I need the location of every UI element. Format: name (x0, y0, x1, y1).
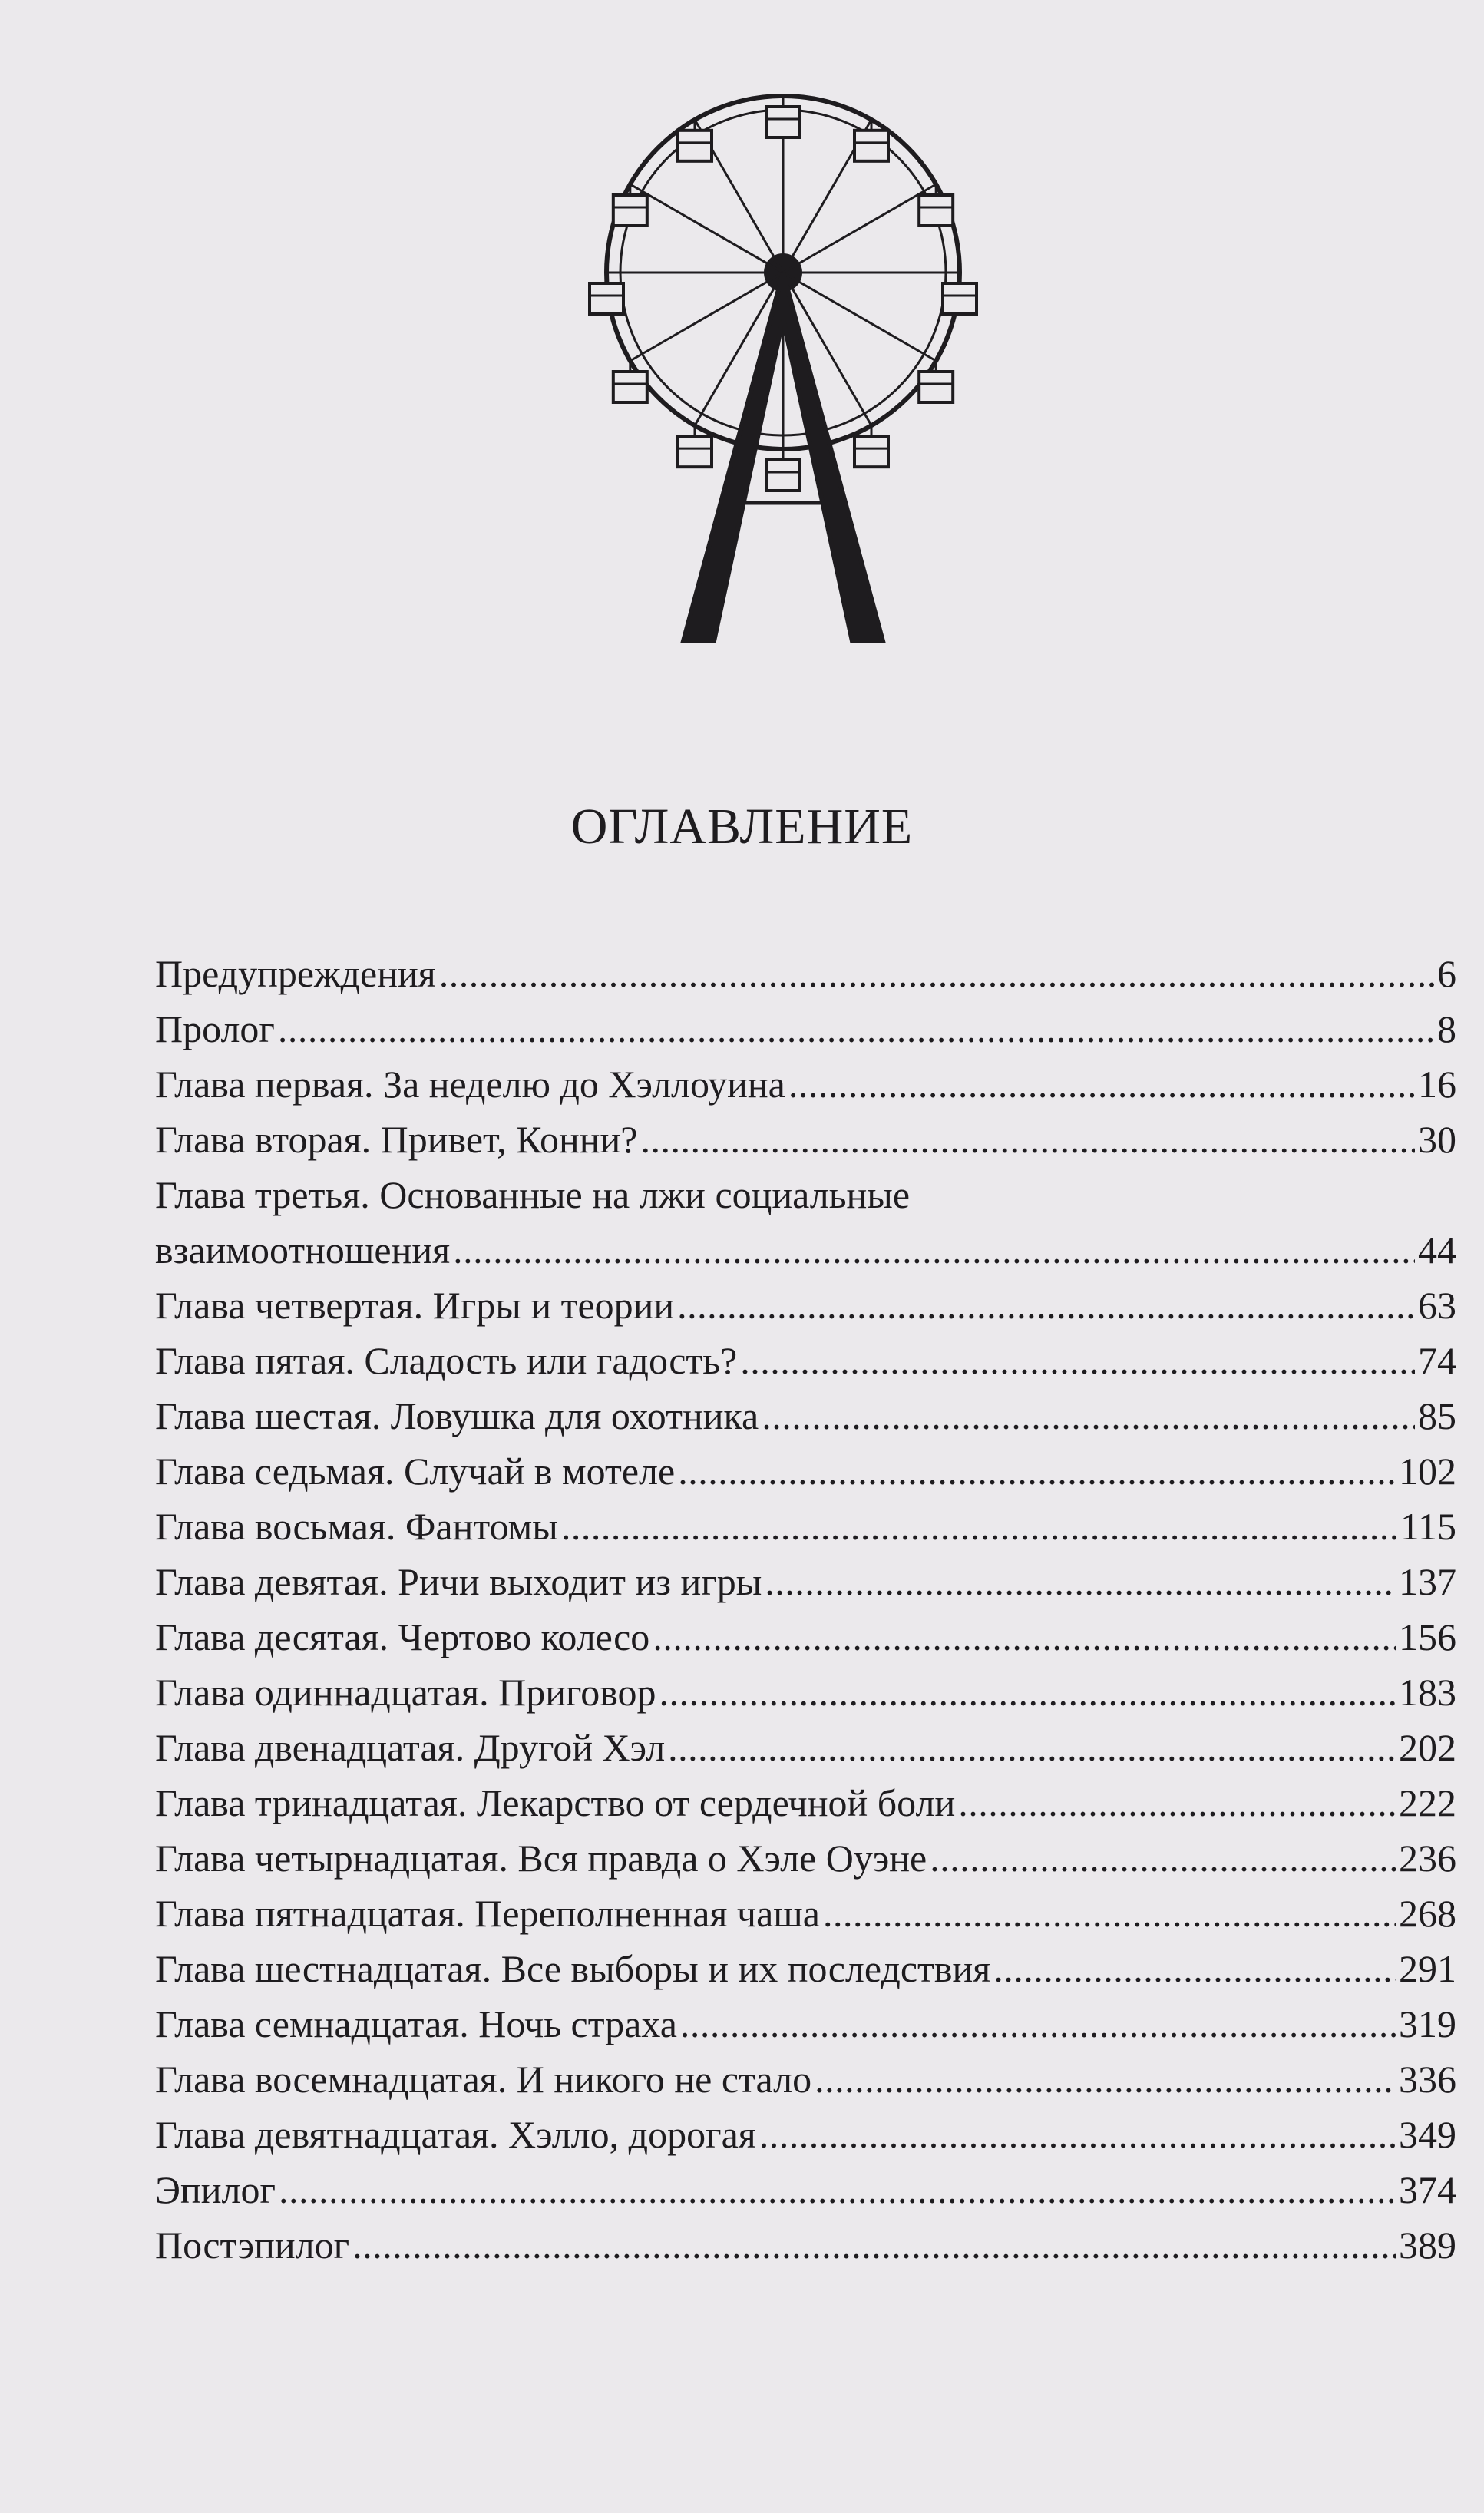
toc-entry (155, 1222, 1456, 1278)
toc-entry (155, 2217, 1456, 2273)
toc-entry-title: Предупреждения (155, 952, 436, 995)
toc-entry-title: Глава тринадцатая. Лекарство от сердечной боли (155, 1781, 956, 1824)
toc-entry-title: Глава четвертая. Игры и теории (155, 1284, 675, 1327)
toc-page-number: 336 (1399, 2058, 1456, 2101)
dot-leader (993, 1941, 1396, 1996)
table-of-contents (155, 946, 1456, 2273)
dot-leader (765, 1554, 1396, 1609)
toc-entry (155, 1941, 1456, 1996)
gondola (854, 436, 888, 467)
toc-entry-title: Глава восемнадцатая. И никого не стало (155, 2058, 812, 2101)
toc-entry-title: Глава десятая. Чертово колесо (155, 1615, 650, 1658)
dot-leader (958, 1775, 1396, 1830)
dot-leader (762, 1388, 1415, 1443)
ferris-wheel-illustration (530, 73, 1036, 656)
toc-entry-title-continued: взаимоотношения (155, 1228, 451, 1271)
toc-entry (155, 2052, 1456, 2107)
dot-leader (759, 2107, 1396, 2162)
dot-leader (740, 1333, 1415, 1388)
toc-entry-title: Глава девятая. Ричи выходит из игры (155, 1560, 762, 1603)
dot-leader (278, 1001, 1434, 1056)
toc-page-number: 85 (1418, 1394, 1456, 1437)
dot-leader (668, 1720, 1396, 1775)
toc-entry (155, 1996, 1456, 2052)
toc-entry (155, 1388, 1456, 1443)
toc-entry-title: Глава пятнадцатая. Переполненная чаша (155, 1892, 820, 1935)
dot-leader (352, 2217, 1396, 2273)
toc-page-number: 202 (1399, 1726, 1456, 1769)
gondola (678, 131, 712, 161)
dot-leader (640, 1112, 1415, 1167)
toc-page-number: 63 (1418, 1284, 1456, 1327)
toc-page-number: 30 (1418, 1118, 1456, 1161)
toc-page-number: 349 (1399, 2113, 1456, 2156)
dot-leader (823, 1886, 1396, 1941)
toc-page-number: 374 (1399, 2168, 1456, 2211)
dot-leader (788, 1056, 1415, 1112)
toc-entry-title: Глава седьмая. Случай в мотеле (155, 1450, 676, 1493)
toc-entry (155, 1112, 1456, 1167)
toc-page-number: 319 (1399, 2002, 1456, 2045)
toc-page-number: 291 (1399, 1947, 1456, 1990)
dot-leader (677, 1278, 1415, 1333)
wheel-spoke (630, 273, 783, 361)
toc-entry-title: Глава семнадцатая. Ночь страха (155, 2002, 677, 2045)
dot-leader (680, 1996, 1396, 2052)
toc-entry-title: Глава одиннадцатая. Приговор (155, 1671, 656, 1714)
toc-entry-title: Глава вторая. Привет, Конни? (155, 1118, 638, 1161)
dot-leader (653, 1609, 1396, 1665)
toc-page-number: 115 (1400, 1505, 1456, 1548)
dot-leader (439, 946, 1434, 1001)
toc-page-number: 236 (1399, 1837, 1456, 1880)
toc-entry-title: Глава шестнадцатая. Все выборы и их последствия (155, 1947, 991, 1990)
gondola (613, 372, 647, 402)
gondola (943, 283, 977, 314)
toc-entry (155, 1775, 1456, 1830)
toc-entry-title: Глава двенадцатая. Другой Хэл (155, 1726, 666, 1769)
toc-page-number: 16 (1418, 1063, 1456, 1106)
gondola (919, 372, 953, 402)
toc-entry (155, 1278, 1456, 1333)
toc-entry-title: Пролог (155, 1007, 275, 1050)
toc-page-number: 74 (1418, 1339, 1456, 1382)
toc-entry-title: Глава пятая. Сладость или гадость? (155, 1339, 738, 1382)
gondola (854, 131, 888, 161)
toc-entry (155, 1886, 1456, 1941)
toc-entry (155, 1554, 1456, 1609)
toc-entry (155, 946, 1456, 1001)
toc-page-number: 222 (1399, 1781, 1456, 1824)
gondola (766, 460, 800, 491)
toc-entry (155, 1001, 1456, 1056)
toc-entry-title: Глава третья. Основанные на лжи социальные (155, 1173, 911, 1216)
toc-page-number: 137 (1399, 1560, 1456, 1603)
gondola (919, 195, 953, 226)
toc-entry (155, 2107, 1456, 2162)
toc-entry (155, 1499, 1456, 1554)
toc-page-number: 389 (1399, 2224, 1456, 2267)
toc-page-number: 268 (1399, 1892, 1456, 1935)
toc-entry-title: Эпилог (155, 2168, 276, 2211)
toc-entry-title: Глава восьмая. Фантомы (155, 1505, 558, 1548)
toc-entry (155, 1665, 1456, 1720)
dot-leader (930, 1830, 1396, 1886)
toc-entry (155, 1720, 1456, 1775)
toc-entry (155, 2162, 1456, 2217)
toc-page-number: 44 (1418, 1228, 1456, 1271)
toc-entry (155, 1333, 1456, 1388)
toc-page-number: 8 (1437, 1007, 1456, 1050)
toc-entry (155, 1443, 1456, 1499)
wheel-spoke (630, 184, 783, 273)
toc-entry (155, 1056, 1456, 1112)
toc-entry-title: Глава четырнадцатая. Вся правда о Хэле Оуэне (155, 1837, 927, 1880)
page-title: ОГЛАВЛЕНИЕ (570, 799, 914, 855)
dot-leader (815, 2052, 1396, 2107)
toc-entry-title: Глава шестая. Ловушка для охотника (155, 1394, 759, 1437)
gondola (590, 283, 623, 314)
toc-page-number: 102 (1399, 1450, 1456, 1493)
toc-page-number: 6 (1437, 952, 1456, 995)
dot-leader (678, 1443, 1396, 1499)
toc-page-number: 156 (1399, 1615, 1456, 1658)
toc-page-number: 183 (1399, 1671, 1456, 1714)
toc-entry (155, 1830, 1456, 1886)
dot-leader (279, 2162, 1396, 2217)
wheel-spoke (783, 184, 936, 273)
wheel-spoke (783, 273, 936, 361)
dot-leader (561, 1499, 1397, 1554)
toc-entry (155, 1609, 1456, 1665)
toc-entry-title: Глава первая. За неделю до Хэллоуина (155, 1063, 785, 1106)
gondola (678, 436, 712, 467)
dot-leader (659, 1665, 1396, 1720)
gondola (613, 195, 647, 226)
dot-leader (453, 1222, 1415, 1278)
toc-entry-title: Глава девятнадцатая. Хэлло, дорогая (155, 2113, 756, 2156)
toc-entry-title: Постэпилог (155, 2224, 350, 2267)
gondola (766, 107, 800, 137)
